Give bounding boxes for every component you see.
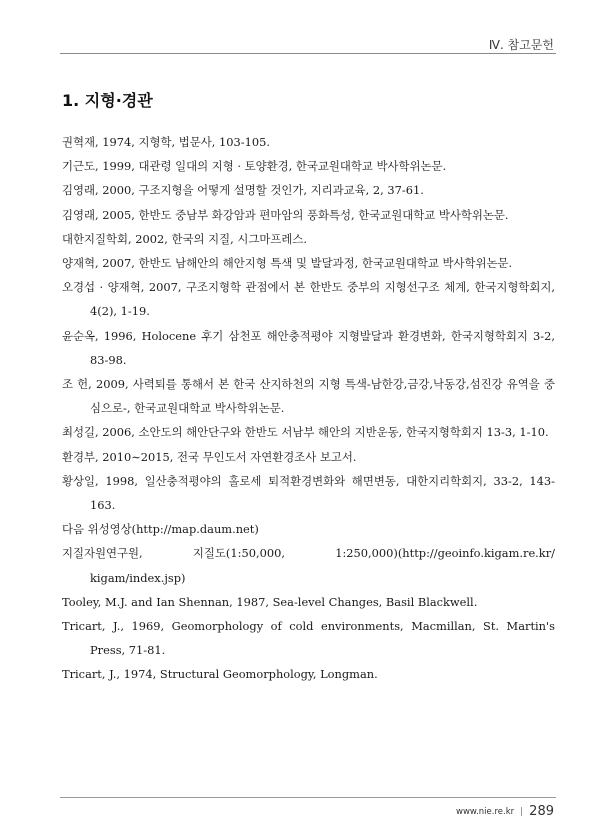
header-rule <box>60 53 556 54</box>
reference-entry: 다음 위성영상(http://map.daum.net) <box>62 522 259 537</box>
reference-list <box>62 130 555 687</box>
reference-entry: Tooley, M.J. and Ian Shennan, 1987, Sea-level Changes, Basil Blackwell. <box>62 594 478 609</box>
reference-entry: 오경섭 · 양재혁, 2007, 구조지형학 관점에서 본 한반도 중부의 지형선구조 체계, 한국지형학회지, 4(2), 1-19. <box>62 280 555 319</box>
page-number: 289 <box>529 804 554 819</box>
page-footer <box>456 804 554 819</box>
running-header-chapter: Ⅳ. 참고문헌 <box>488 38 554 52</box>
reference-entry: 최성길, 2006, 소안도의 해안단구와 한반도 서남부 해안의 지반운동, 한국지형학회지 13-3, 1-10. <box>62 425 549 440</box>
footer-rule <box>60 797 556 798</box>
reference-entry: 조 헌, 2009, 사력퇴를 통해서 본 한국 산지하천의 지형 특색-남한강,금강,낙동강,섬진강 유역을 중심으로-, 한국교원대학교 박사학위논문. <box>62 377 555 416</box>
reference-entry: Tricart, J., 1969, Geomorphology of cold environments, Macmillan, St. Martin's Press, 71-81. <box>62 619 555 658</box>
section-title: 1. 지형·경관 <box>62 91 153 110</box>
reference-entry: 대한지질학회, 2002, 한국의 지질, 시그마프레스. <box>62 231 308 246</box>
reference-entry: 기근도, 1999, 대관령 일대의 지형 · 토양환경, 한국교원대학교 박사학위논문. <box>62 159 447 174</box>
reference-entry: 양재혁, 2007, 한반도 남해안의 해안지형 특색 및 발달과정, 한국교원대학교 박사학위논문. <box>62 256 513 271</box>
reference-entry: 김영래, 2000, 구조지형을 어떻게 설명할 것인가, 지리과교육, 2, 37-61. <box>62 183 424 198</box>
reference-entry: 권혁재, 1974, 지형학, 법문사, 103-105. <box>62 135 270 149</box>
reference-entry: 지질자원연구원, 지질도(1:50,000, 1:250,000)(http://geoinfo.kigam.re.kr/ kigam/index.jsp) <box>62 546 555 585</box>
footer-separator: | <box>520 806 524 817</box>
reference-entry: 김영래, 2005, 한반도 중남부 화강암과 편마암의 풍화특성, 한국교원대학교 박사학위논문. <box>62 207 509 222</box>
reference-entry: 환경부, 2010∼2015, 전국 무인도서 자연환경조사 보고서. <box>62 449 357 464</box>
footer-website: www.nie.re.kr <box>456 806 515 817</box>
reference-entry: 황상일, 1998, 일산충적평야의 홀로세 퇴적환경변화와 해면변동, 대한지리학회지, 33-2, 143-163. <box>62 473 555 513</box>
reference-entry: 윤순옥, 1996, Holocene 후기 삼천포 해안충적평야 지형발달과 환경변화, 한국지형학회지 3-2, 83-98. <box>62 328 555 367</box>
reference-entry: Tricart, J., 1974, Structural Geomorphology, Longman. <box>62 667 378 682</box>
